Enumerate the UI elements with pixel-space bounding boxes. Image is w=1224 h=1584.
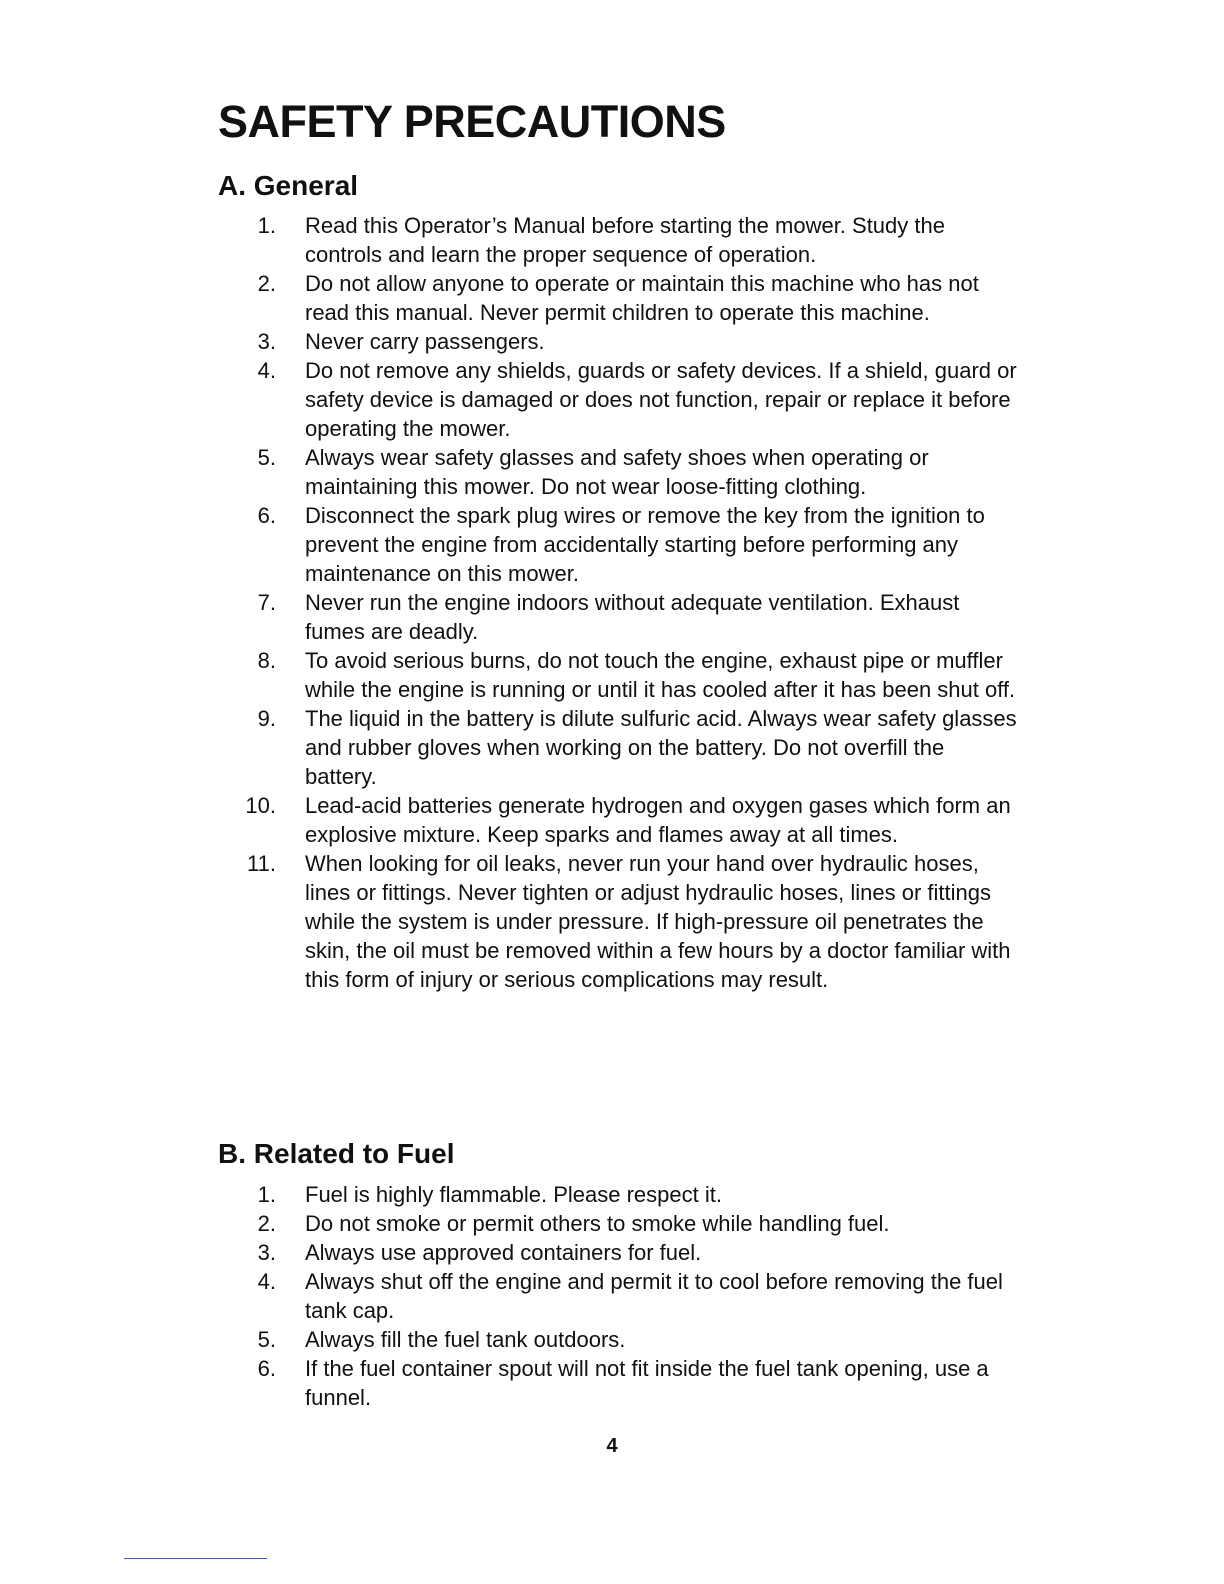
fuel-precautions-list bbox=[218, 1180, 1018, 1412]
item-text: Always shut off the engine and permit it to cool before removing the fuel tank cap. bbox=[305, 1269, 1003, 1323]
item-text: Always fill the fuel tank outdoors. bbox=[305, 1327, 626, 1352]
item-number: 4. bbox=[257, 1269, 276, 1294]
item-text: Do not allow anyone to operate or maintain this machine who has not read this manual. Never permit children to operate this machine. bbox=[305, 271, 979, 325]
list-item bbox=[218, 1209, 1018, 1238]
item-text: Always use approved containers for fuel. bbox=[305, 1240, 702, 1265]
item-text: If the fuel container spout will not fit inside the fuel tank opening, use a funnel. bbox=[305, 1356, 989, 1410]
list-item bbox=[218, 501, 1018, 588]
list-item bbox=[218, 849, 1018, 994]
footer-divider bbox=[124, 1558, 267, 1559]
general-precautions-list bbox=[218, 211, 1018, 994]
item-number: 6. bbox=[257, 503, 276, 528]
list-item bbox=[218, 704, 1018, 791]
item-text: Disconnect the spark plug wires or remove the key from the ignition to prevent the engine from accidentally starting before performing any maintenance on this mower. bbox=[305, 503, 985, 586]
item-number: 5. bbox=[257, 445, 276, 470]
item-number: 3. bbox=[257, 329, 276, 354]
item-text: Do not smoke or permit others to smoke while handling fuel. bbox=[305, 1211, 890, 1236]
item-text: To avoid serious burns, do not touch the engine, exhaust pipe or muffler while the engine is running or until it has cooled after it has been shut off. bbox=[305, 648, 1016, 702]
item-number: 9. bbox=[257, 706, 276, 731]
section-heading-fuel: B. Related to Fuel bbox=[218, 1138, 455, 1169]
item-text: When looking for oil leaks, never run your hand over hydraulic hoses, lines or fittings. Never tighten or adjust hydraulic hoses, lines or fittings while the system is under pressure. If high-pressure oil penetrates the skin, the oil must be removed within a few hours by a doctor familiar with this form of injury or serious complications may result. bbox=[305, 851, 1011, 992]
item-text: Never run the engine indoors without adequate ventilation. Exhaust fumes are deadly. bbox=[305, 590, 960, 644]
item-number: 1. bbox=[257, 213, 276, 238]
item-text: Read this Operator’s Manual before starting the mower. Study the controls and learn the proper sequence of operation. bbox=[305, 213, 945, 267]
item-number: 8. bbox=[257, 648, 276, 673]
item-number: 2. bbox=[257, 271, 276, 296]
list-item bbox=[218, 791, 1018, 849]
list-item bbox=[218, 588, 1018, 646]
list-item bbox=[218, 1325, 1018, 1354]
item-text: The liquid in the battery is dilute sulfuric acid. Always wear safety glasses and rubber gloves when working on the battery. Do not overfill the battery. bbox=[305, 706, 1017, 789]
item-number: 11. bbox=[247, 851, 276, 876]
page-number: 4 bbox=[606, 1435, 618, 1457]
item-number: 4. bbox=[257, 358, 276, 383]
list-item bbox=[218, 1267, 1018, 1325]
list-item bbox=[218, 1238, 1018, 1267]
item-text: Do not remove any shields, guards or safety devices. If a shield, guard or safety device is damaged or does not function, repair or replace it before operating the mower. bbox=[305, 358, 1017, 441]
item-text: Always wear safety glasses and safety shoes when operating or maintaining this mower. Do not wear loose-fitting clothing. bbox=[305, 445, 929, 499]
list-item bbox=[218, 327, 1018, 356]
section-heading-general: A. General bbox=[218, 170, 359, 201]
list-item bbox=[218, 211, 1018, 269]
item-number: 2. bbox=[257, 1211, 276, 1236]
item-number: 7. bbox=[257, 590, 276, 615]
item-number: 3. bbox=[257, 1240, 276, 1265]
list-item bbox=[218, 1354, 1018, 1412]
item-number: 1. bbox=[257, 1182, 276, 1207]
item-text: Fuel is highly flammable. Please respect it. bbox=[305, 1182, 722, 1207]
item-text: Never carry passengers. bbox=[305, 329, 545, 354]
item-text: Lead-acid batteries generate hydrogen and oxygen gases which form an explosive mixture. Keep sparks and flames away at all times. bbox=[305, 793, 1011, 847]
page-title: SAFETY PRECAUTIONS bbox=[218, 96, 726, 147]
list-item bbox=[218, 443, 1018, 501]
list-item bbox=[218, 646, 1018, 704]
list-item bbox=[218, 356, 1018, 443]
list-item bbox=[218, 1180, 1018, 1209]
item-number: 6. bbox=[257, 1356, 276, 1381]
item-number: 10. bbox=[245, 793, 276, 818]
item-number: 5. bbox=[257, 1327, 276, 1352]
list-item bbox=[218, 269, 1018, 327]
